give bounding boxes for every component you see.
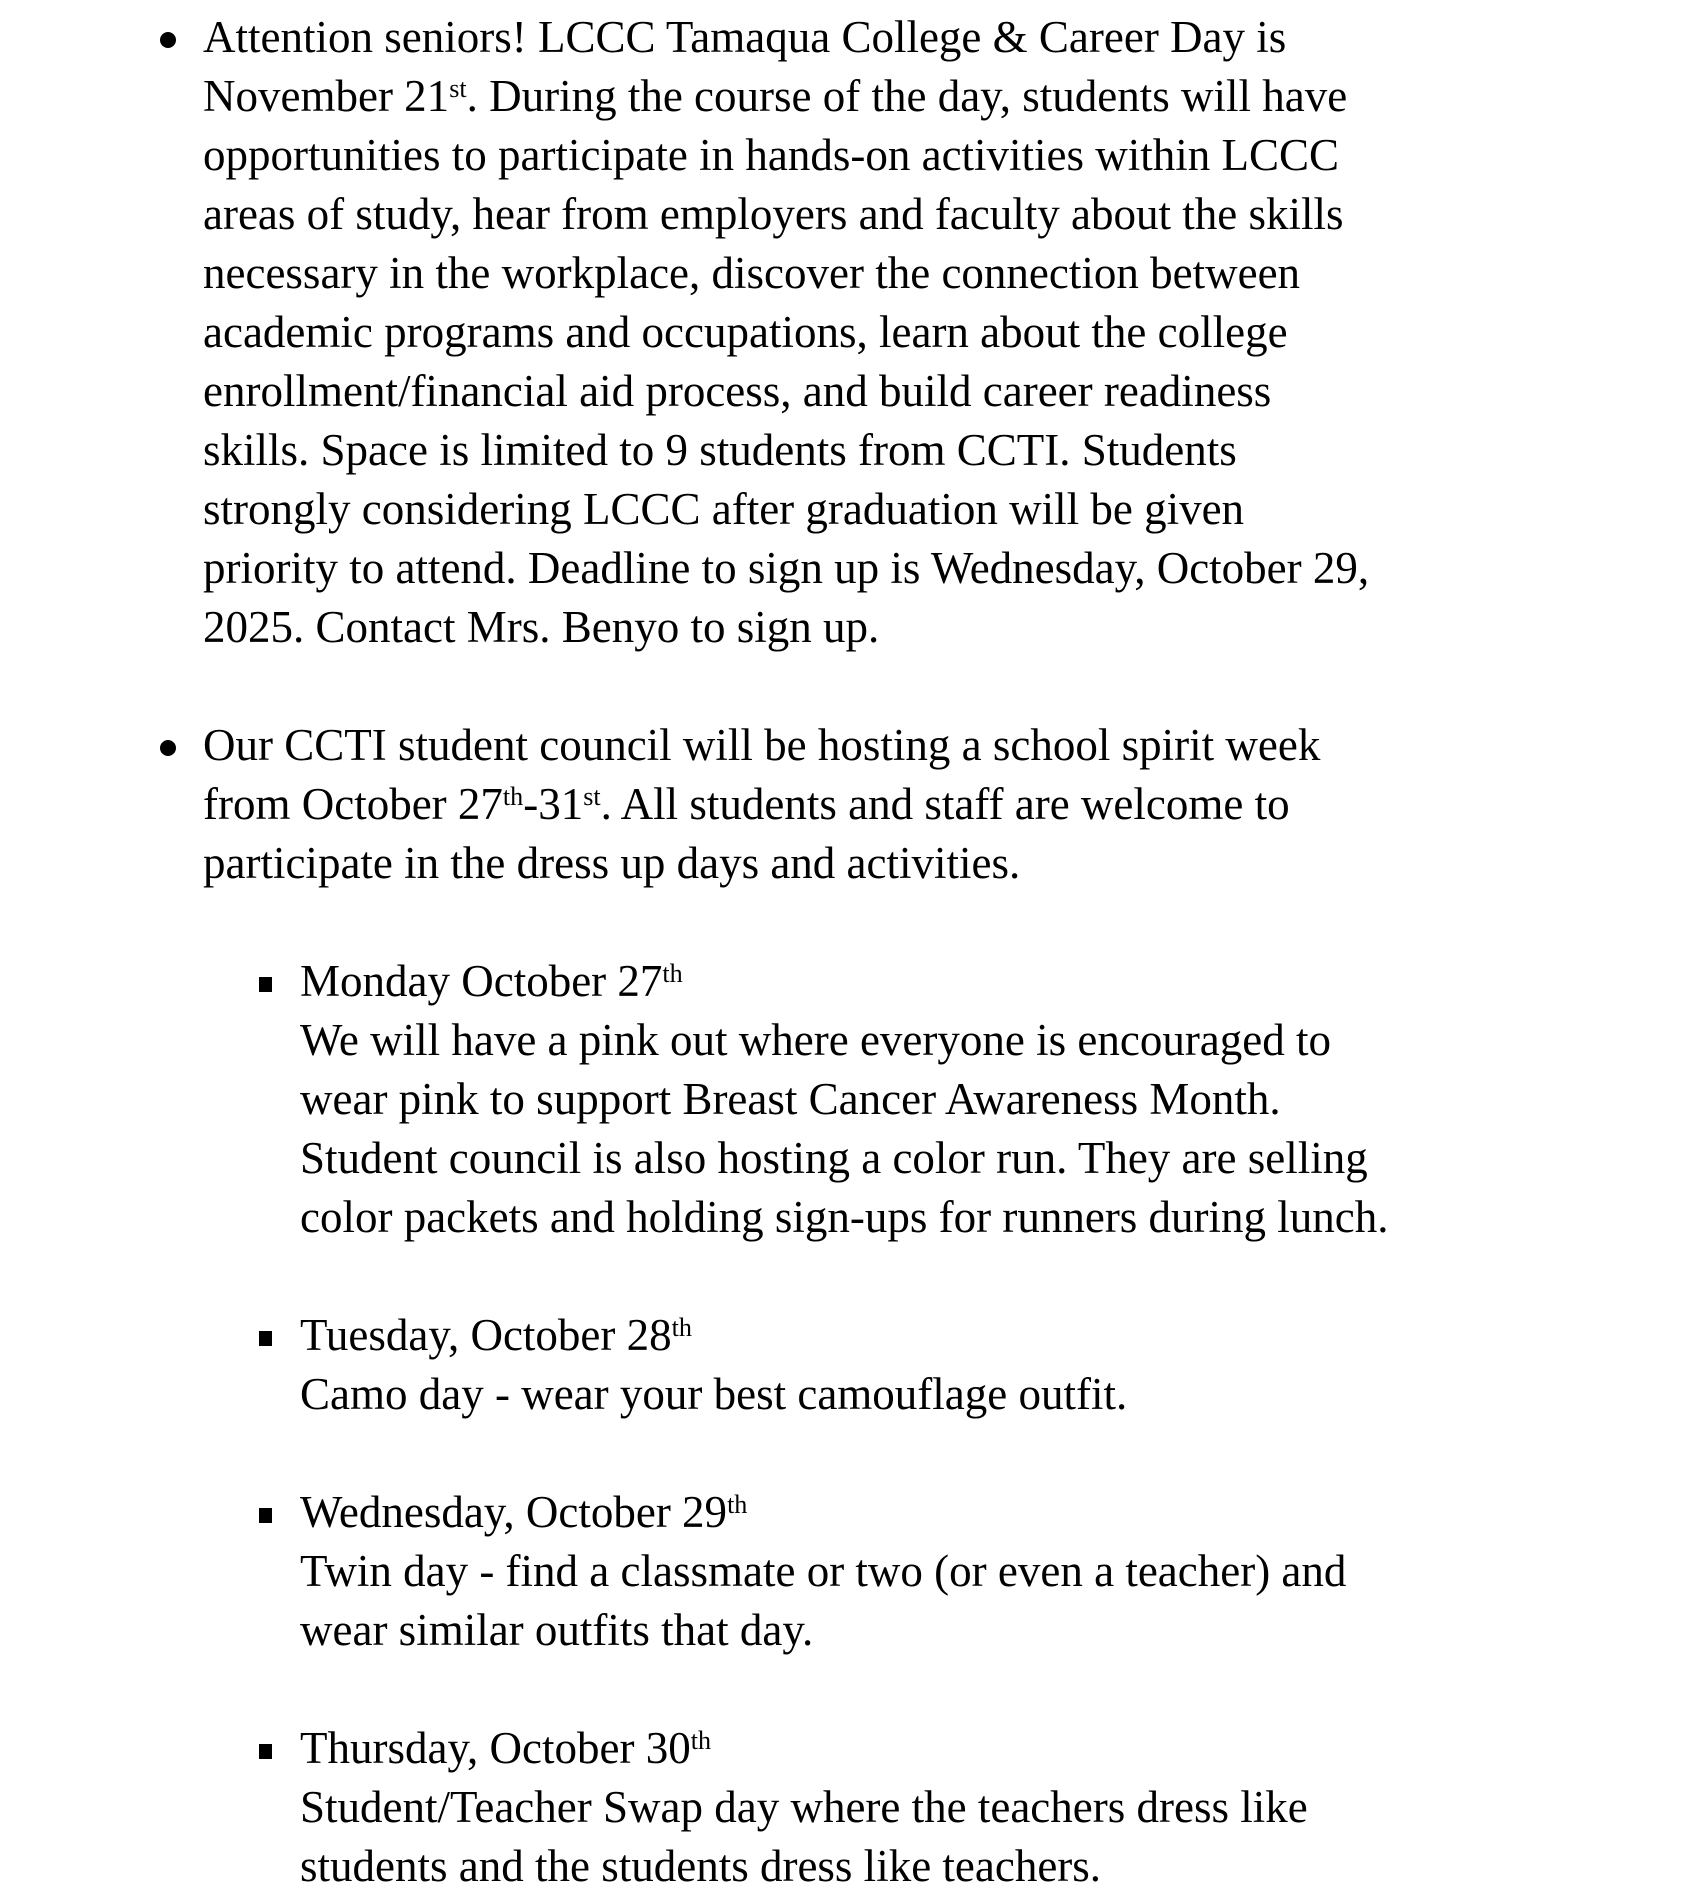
disc-bullet-icon — [160, 32, 176, 48]
text-line: Student council is also hosting a color run. They are selling — [300, 1133, 1368, 1183]
text-line: necessary in the workplace, discover the connection between — [203, 248, 1301, 298]
square-bullet-icon — [259, 1744, 272, 1759]
text-line: skills. Space is limited to 9 students from CCTI. Students — [203, 425, 1237, 475]
text-line: areas of study, hear from employers and faculty about the skills — [203, 189, 1344, 239]
text-line: Student/Teacher Swap day where the teachers dress like — [300, 1782, 1308, 1832]
text-line: Tuesday, October 28th — [300, 1310, 692, 1360]
text-line: strongly considering LCCC after graduation will be given — [203, 484, 1245, 534]
ordinal-superscript: th — [727, 1490, 748, 1520]
bullet-item — [203, 8, 1699, 657]
sub-bullet-item — [300, 1306, 1699, 1424]
bullet-item — [203, 716, 1699, 893]
ordinal-superscript: st — [449, 74, 467, 104]
text-line: Camo day - wear your best camouflage outfit. — [300, 1369, 1128, 1419]
square-bullet-icon — [259, 1331, 272, 1346]
disc-bullet-icon — [160, 740, 176, 756]
text-line: participate in the dress up days and activities. — [203, 838, 1021, 888]
announcement-list — [0, 8, 1699, 1894]
sub-bullet-item — [300, 1719, 1699, 1894]
square-bullet-icon — [259, 1508, 272, 1523]
text-line: enrollment/financial aid process, and build career readiness — [203, 366, 1272, 416]
ordinal-superscript: st — [583, 782, 601, 812]
ordinal-superscript: th — [690, 1726, 712, 1756]
ordinal-superscript: th — [502, 782, 524, 812]
text-line: from October 27th-31st. All students and staff are welcome to — [203, 779, 1290, 829]
sub-bullet-item — [300, 952, 1699, 1247]
text-line: color packets and holding sign-ups for runners during lunch. — [300, 1192, 1389, 1242]
text-line: wear pink to support Breast Cancer Awareness Month. — [300, 1074, 1281, 1124]
text-line: Our CCTI student council will be hosting a school spirit week — [203, 720, 1321, 770]
text-line: 2025. Contact Mrs. Benyo to sign up. — [203, 602, 880, 652]
ordinal-superscript: th — [662, 959, 683, 989]
text-line: opportunities to participate in hands-on activities within LCCC — [203, 130, 1340, 180]
square-bullet-icon — [259, 977, 272, 992]
text-line: November 21st. During the course of the day, students will have — [203, 71, 1348, 121]
text-line: students and the students dress like teachers. — [300, 1841, 1102, 1891]
text-line: Twin day - find a classmate or two (or even a teacher) and — [300, 1546, 1347, 1596]
text-line: We will have a pink out where everyone is encouraged to — [300, 1015, 1332, 1065]
text-line: wear similar outfits that day. — [300, 1605, 814, 1655]
text-line: Monday October 27th — [300, 956, 683, 1006]
text-line: priority to attend. Deadline to sign up is Wednesday, October 29, — [203, 543, 1370, 593]
text-line: academic programs and occupations, learn about the college — [203, 307, 1288, 357]
text-line: Thursday, October 30th — [300, 1723, 712, 1773]
text-line: Wednesday, October 29th — [300, 1487, 748, 1537]
sub-bullet-item — [300, 1483, 1699, 1660]
ordinal-superscript: th — [671, 1313, 692, 1343]
text-line: Attention seniors! LCCC Tamaqua College & Career Day is — [203, 12, 1287, 62]
